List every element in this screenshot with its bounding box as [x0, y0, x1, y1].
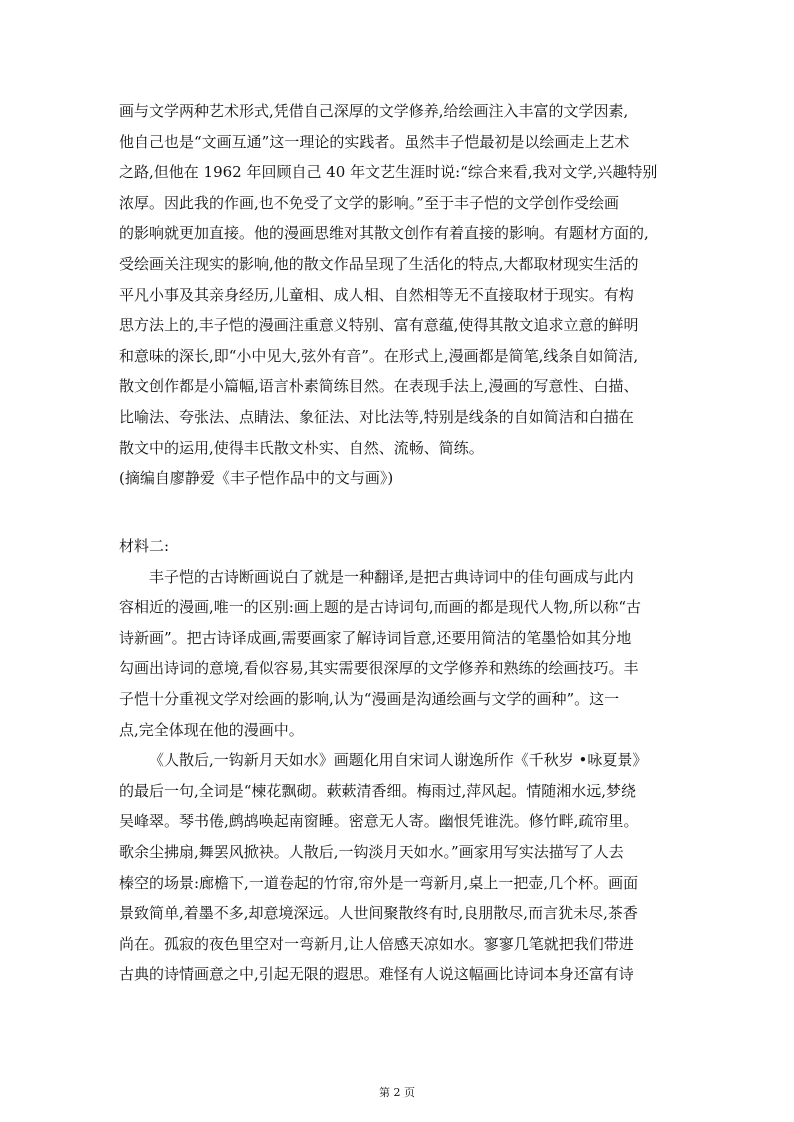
citation: (摘编自廖静爱《丰子恺作品中的文与画》)	[119, 469, 394, 488]
paragraph-line: 的影响就更加直接。他的漫画思维对其散文创作有着直接的影响。有题材方面的,	[119, 224, 649, 243]
material-two-text	[119, 531, 679, 990]
section-heading: 材料二:	[119, 537, 170, 555]
paragraph-line: 榛空的场景:廊檐下,一道卷起的竹帘,帘外是一弯新月,桌上一把壶,几个杯。画面	[119, 873, 639, 892]
paragraph-line: 子恺十分重视文学对绘画的影响,认为“漫画是沟通绘画与文学的画种”。这一	[119, 689, 620, 708]
paragraph-line: 勾画出诗词的意境,看似容易,其实需要很深厚的文学修养和熟练的绘画技巧。丰	[119, 659, 639, 678]
paragraph-line: 受绘画关注现实的影响,他的散文作品呈现了生活化的特点,大都取材现实生活的	[119, 254, 639, 273]
paragraph-line: 丰子恺的古诗断画说白了就是一种翻译,是把古典诗词中的佳句画成与此内	[149, 567, 634, 586]
paragraph-line: 和意味的深长,即“小中见大,弦外有音”。在形式上,漫画都是简笔,线条自如简洁,	[119, 346, 639, 365]
material-one-text	[119, 96, 679, 494]
paragraph-line: 之路,但他在 1962 年回顾自己 40 年文艺生涯时说:“综合来看,我对文学,兴趣特别	[119, 163, 658, 182]
paragraph-line: 他自己也是“文画互通”这一理论的实践者。虽然丰子恺最初是以绘画走上艺术	[119, 132, 630, 151]
paragraph-line: 浓厚。因此我的作画,也不免受了文学的影响。”至于丰子恺的文学创作受绘画	[119, 193, 619, 212]
paragraph-line: 容相近的漫画,唯一的区别:画上题的是古诗词句,而画的都是现代人物,所以称“古	[119, 598, 642, 617]
paragraph-line: 平凡小事及其亲身经历,儿童相、成人相、自然相等无不直接取材于现实。有构	[119, 285, 634, 304]
paragraph-line: 诗新画”。把古诗译成画,需要画家了解诗词旨意,还要用简洁的笔墨恰如其分地	[119, 628, 632, 647]
paragraph-line: 吴峰翠。琴书倦,鹧鸪唤起南窗睡。密意无人寄。幽恨凭谁洗。修竹畔,疏帘里。	[119, 812, 639, 831]
paragraph-line: 古典的诗情画意之中,引起无限的遐思。难怪有人说这幅画比诗词本身还富有诗	[119, 965, 634, 984]
paragraph-line: 尚在。孤寂的夜色里空对一弯新月,让人倍感天凉如水。寥寥几笔就把我们带进	[119, 934, 634, 953]
paragraph-line: 散文创作都是小篇幅,语言朴素简练目然。在表现手法上,漫画的写意性、白描、	[119, 377, 639, 396]
paragraph-line: 思方法上的,丰子恺的漫画注重意义特别、富有意蕴,使得其散文追求立意的鲜明	[119, 316, 639, 335]
paragraph-line: 歌余尘拂扇,舞罢风掀袂。人散后,一钩淡月天如水。”画家用写实法描写了人去	[119, 842, 624, 861]
paragraph-line: 画与文学两种艺术形式,凭借自己深厚的文学修养,给绘画注入丰富的文学因素,	[119, 102, 629, 120]
page-number: 第 2 页	[379, 1086, 415, 1099]
paragraph-line: 《人散后,一钩新月天如水》画题化用自宋词人谢逸所作《千秋岁 •咏夏景》	[149, 751, 648, 770]
paragraph-line: 散文中的运用,使得丰氏散文朴实、自然、流畅、简练。	[119, 438, 484, 457]
paragraph-line: 比喻法、夸张法、点睛法、象征法、对比法等,特别是线条的自如简洁和白描在	[119, 407, 634, 426]
paragraph-line: 点,完全体现在他的漫画中。	[119, 720, 304, 739]
paragraph-line: 的最后一句,全词是“楝花飘砌。蔌蔌清香细。梅雨过,萍风起。情随湘水远,梦绕	[119, 781, 636, 800]
paragraph-line: 景致简单,着墨不多,却意境深远。人世间聚散终有时,良朋散尽,而言犹未尽,茶香	[119, 904, 638, 923]
